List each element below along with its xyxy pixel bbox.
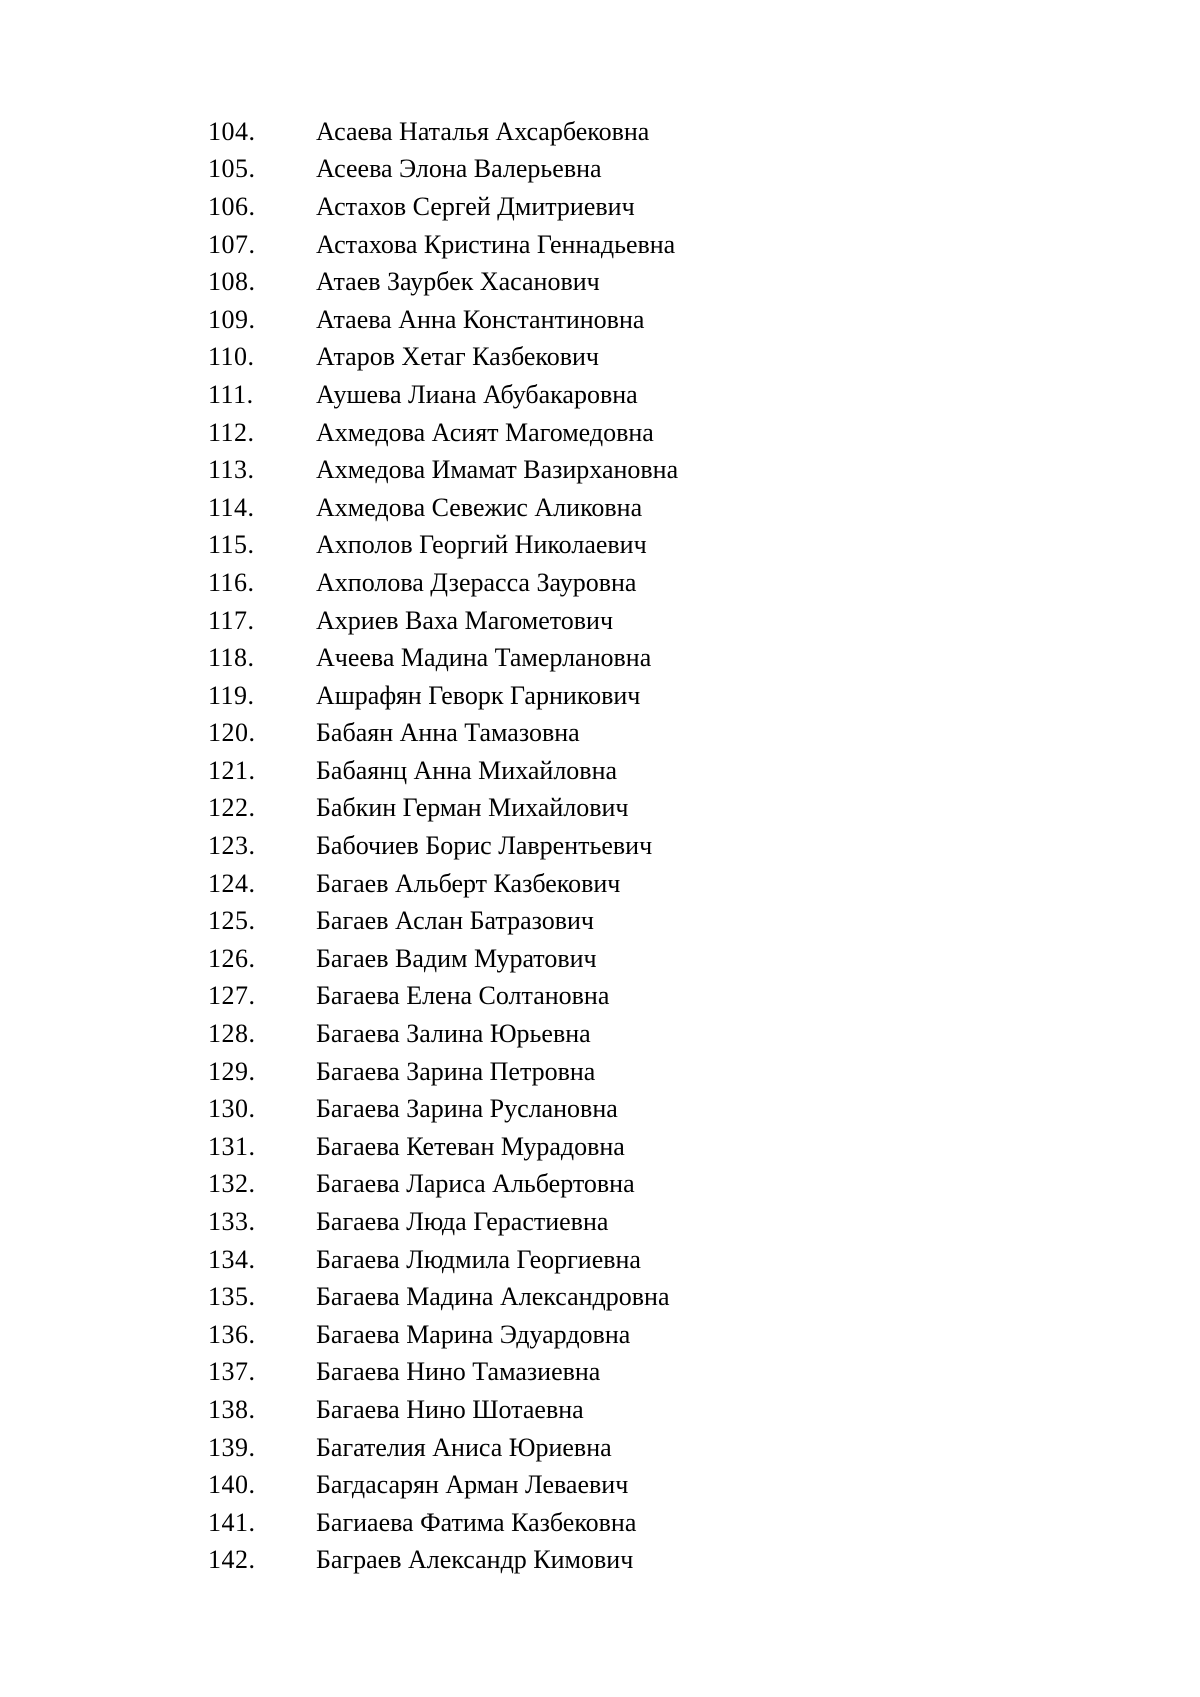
item-name: Бабкин Герман Михайлович [316,793,629,823]
item-number: 140. [208,1470,256,1500]
item-number: 126. [208,943,256,973]
item-number: 115. [208,530,255,560]
item-name: Бабаянц Анна Михайловна [316,755,618,785]
item-number: 112. [208,417,255,447]
item-name: Багаева Нино Тамазиевна [316,1357,601,1387]
item-number: 114. [208,492,255,522]
item-number: 117. [208,605,255,635]
list-item [208,1128,678,1166]
item-name: Багаев Вадим Муратович [316,943,597,973]
item-name: Астахова Кристина Геннадьевна [316,229,676,259]
item-name: Багдасарян Арман Леваевич [316,1470,629,1500]
list-item [208,940,678,978]
list-item [208,827,678,865]
list-item [208,1090,678,1128]
list-item [208,489,678,527]
item-name: Атаева Анна Константиновна [316,304,645,334]
item-name: Астахов Сергей Дмитриевич [316,191,635,221]
list-item [208,1466,678,1504]
item-name: Багателия Аниса Юриевна [316,1432,612,1462]
item-number: 108. [208,267,256,297]
item-name: Атаров Хетаг Казбекович [316,342,599,372]
list-item [208,1053,678,1091]
item-number: 142. [208,1545,256,1575]
list-item [208,1015,678,1053]
item-name: Багаева Зарина Руслановна [316,1094,618,1124]
item-number: 121. [208,755,256,785]
item-number: 138. [208,1394,256,1424]
item-name: Багаева Елена Солтановна [316,981,610,1011]
item-number: 133. [208,1207,256,1237]
item-name: Ахмедова Севежис Аликовна [316,492,643,522]
item-number: 130. [208,1094,256,1124]
item-number: 124. [208,868,256,898]
item-name: Багаева Залина Юрьевна [316,1019,591,1049]
item-name: Багаев Альберт Казбекович [316,868,621,898]
item-name: Асаева Наталья Ахсарбековна [316,116,650,146]
item-name: Бабаян Анна Тамазовна [316,718,580,748]
item-name: Бабочиев Борис Лаврентьевич [316,831,653,861]
item-name: Багаева Люда Герастиевна [316,1207,609,1237]
item-name: Багаева Людмила Георгиевна [316,1244,641,1274]
list-item [208,865,678,903]
item-number: 113. [208,455,255,485]
list-item [208,639,678,677]
item-name: Багаева Мадина Александровна [316,1282,670,1312]
list-item [208,602,678,640]
item-number: 118. [208,643,255,673]
item-number: 116. [208,567,255,597]
list-item [208,1429,678,1467]
item-name: Багаева Зарина Петровна [316,1056,596,1086]
list-item [208,226,678,264]
item-number: 136. [208,1319,256,1349]
item-number: 106. [208,191,256,221]
item-number: 141. [208,1507,256,1537]
item-number: 129. [208,1056,256,1086]
list-item [208,1504,678,1542]
item-name: Багаева Кетеван Мурадовна [316,1131,625,1161]
item-name: Ачеева Мадина Тамерлановна [316,643,652,673]
list-item [208,1542,678,1580]
item-name: Ахполов Георгий Николаевич [316,530,647,560]
item-number: 137. [208,1357,256,1387]
item-number: 110. [208,342,255,372]
item-name: Ашрафян Геворк Гарникович [316,680,641,710]
item-name: Асеева Элона Валерьевна [316,154,602,184]
list-item [208,1354,678,1392]
item-number: 119. [208,680,255,710]
item-name: Ахполова Дзерасса Зауровна [316,567,637,597]
name-list [208,113,678,1579]
list-item [208,564,678,602]
item-name: Багаева Нино Шотаевна [316,1394,584,1424]
list-item [208,188,678,226]
item-name: Багаев Аслан Батразович [316,906,594,936]
item-number: 139. [208,1432,256,1462]
item-name: Багаева Лариса Альбертовна [316,1169,635,1199]
list-item [208,414,678,452]
item-number: 123. [208,831,256,861]
item-number: 104. [208,116,256,146]
list-item [208,1241,678,1279]
item-number: 135. [208,1282,256,1312]
list-item [208,978,678,1016]
list-item [208,1316,678,1354]
list-item [208,715,678,753]
list-item [208,752,678,790]
item-name: Багаева Марина Эдуардовна [316,1319,631,1349]
item-number: 125. [208,906,256,936]
list-item [208,902,678,940]
item-name: Ахмедова Асият Магомедовна [316,417,654,447]
list-item [208,1278,678,1316]
item-number: 109. [208,304,256,334]
list-item [208,1391,678,1429]
item-number: 128. [208,1019,256,1049]
item-name: Багиаева Фатима Казбековна [316,1507,637,1537]
list-item [208,527,678,565]
item-name: Аушева Лиана Абубакаровна [316,379,638,409]
item-number: 105. [208,154,256,184]
list-item [208,790,678,828]
list-item [208,151,678,189]
list-item [208,451,678,489]
item-number: 111. [208,379,254,409]
list-item [208,301,678,339]
list-item [208,263,678,301]
item-name: Атаев Заурбек Хасанович [316,267,600,297]
item-name: Ахриев Ваха Магометович [316,605,614,635]
item-name: Ахмедова Имамат Вазирхановна [316,455,679,485]
item-number: 127. [208,981,256,1011]
item-number: 132. [208,1169,256,1199]
list-item [208,1166,678,1204]
item-number: 131. [208,1131,256,1161]
item-number: 107. [208,229,256,259]
list-item [208,677,678,715]
item-number: 120. [208,718,256,748]
list-item [208,113,678,151]
item-name: Баграев Александр Кимович [316,1545,634,1575]
list-item [208,1203,678,1241]
list-item [208,339,678,377]
item-number: 134. [208,1244,256,1274]
list-item [208,376,678,414]
item-number: 122. [208,793,256,823]
